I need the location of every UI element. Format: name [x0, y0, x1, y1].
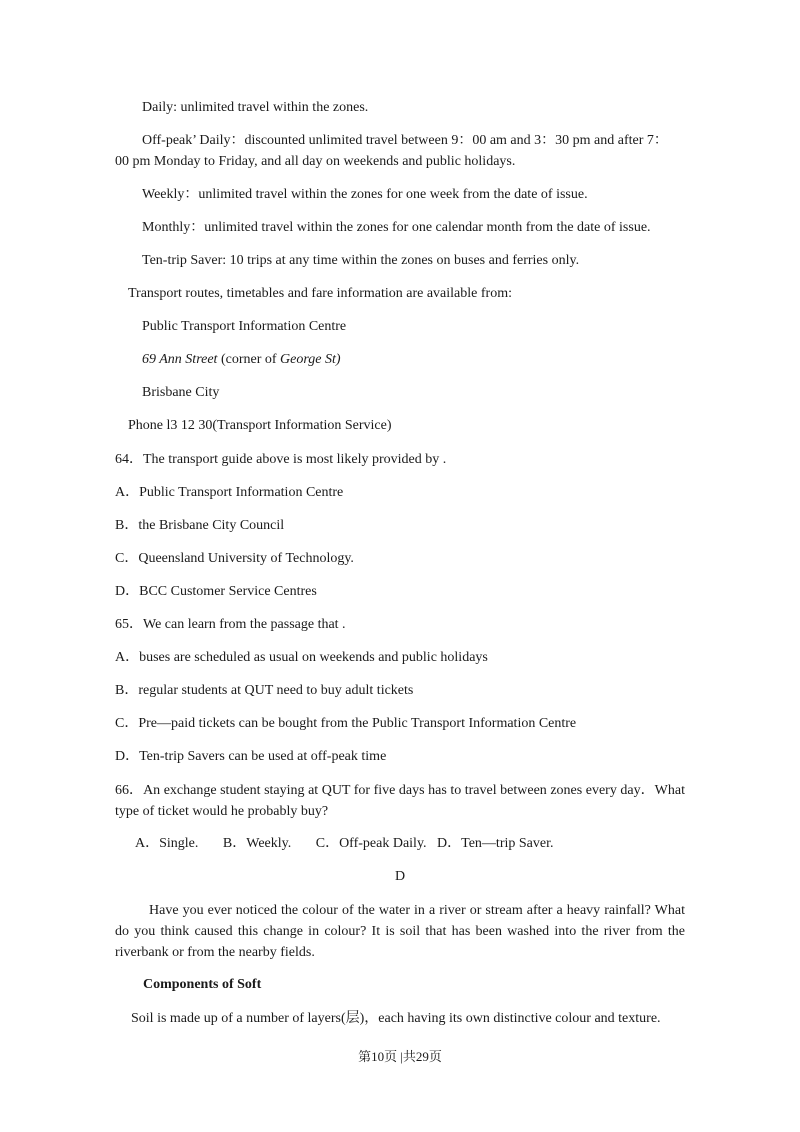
q64-option-d: D．BCC Customer Service Centres [115, 584, 317, 599]
info-city: Brisbane City [142, 385, 220, 400]
page-footer: 第10页 |共29页 [358, 1049, 442, 1064]
info-phone: Phone l3 12 30(Transport Information Service) [128, 418, 392, 433]
q65-stem: 65．We can learn from the passage that . [115, 617, 346, 632]
info-centre: Public Transport Information Centre [142, 319, 347, 334]
q65-option-d: D．Ten-trip Savers can be used at off-peak time [115, 749, 387, 764]
section-paragraph-1: Have you ever noticed the colour of the water in a river or stream after a heavy rainfall? What do you think caused this change in colour? It is soil that has been washed into the river from the riverbank or from the nearby fields. [115, 903, 685, 960]
q66-stem: 66．An exchange student staying at QUT for five days has to travel between zones every day．What type of ticket would he probably buy? [115, 783, 685, 819]
ticket-offpeak-line2: 00 pm Monday to Friday, and all day on weekends and public holidays. [115, 154, 516, 169]
q66-options: A．Single. B．Weekly. C．Off-peak Daily. D．Ten—trip Saver. [135, 836, 554, 851]
q64-option-a: A．Public Transport Information Centre [115, 485, 344, 500]
ticket-ten-trip: Ten-trip Saver: 10 trips at any time within the zones on buses and ferries only. [142, 253, 580, 268]
q64-stem: 64．The transport guide above is most likely provided by . [115, 452, 447, 467]
info-corner-street: George St) [280, 352, 341, 367]
q64-option-c: C．Queensland University of Technology. [115, 551, 354, 566]
section-heading: Components of Soft [143, 977, 262, 992]
q64-option-b: B．the Brisbane City Council [115, 518, 285, 533]
ticket-monthly: Monthly：unlimited travel within the zones for one calendar month from the date of issue. [142, 220, 651, 235]
info-address [142, 350, 341, 370]
section-paragraph-2: Soil is made up of a number of layers(层)，each having its own distinctive colour and texture. [131, 1011, 661, 1026]
q65-option-c: C．Pre—paid tickets can be bought from the Public Transport Information Centre [115, 716, 577, 731]
info-corner-pre: (corner of [220, 352, 281, 367]
q65-option-a: A．buses are scheduled as usual on weekends and public holidays [115, 650, 488, 665]
ticket-weekly: Weekly：unlimited travel within the zones for one week from the date of issue. [142, 187, 588, 202]
ticket-daily: Daily: unlimited travel within the zones. [142, 100, 369, 115]
info-intro: Transport routes, timetables and fare information are available from: [128, 286, 512, 301]
info-street: 69 Ann Street [142, 352, 218, 367]
section-label: D [394, 869, 406, 884]
q65-option-b: B．regular students at QUT need to buy adult tickets [115, 683, 414, 698]
ticket-offpeak-line1: Off-peak’ Daily：discounted unlimited travel between 9：00 am and 3：30 pm and after 7： [142, 133, 668, 148]
